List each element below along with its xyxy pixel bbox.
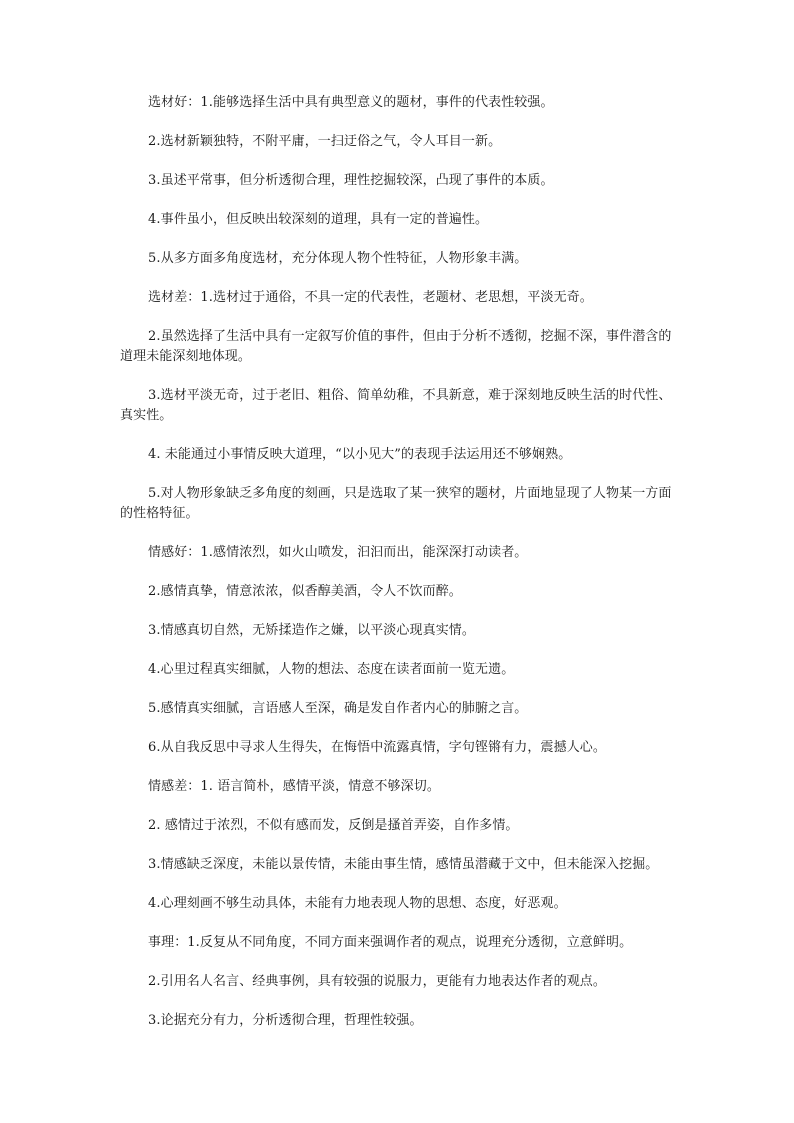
paragraph: 2.感情真挚，情意浓浓，似香醇美酒，令人不饮而醉。 — [148, 584, 462, 599]
document-body — [120, 93, 678, 1050]
paragraph: 情感差：1. 语言简朴，感情平淡，情意不够深切。 — [148, 779, 440, 794]
paragraph: 选材差：1.选材过于通俗，不具一定的代表性，老题材、老思想，平淡无奇。 — [148, 290, 593, 305]
paragraph: 5.从多方面多角度选材，充分体现人物个性特征，人物形象丰满。 — [148, 251, 528, 266]
paragraph: 3.选材平淡无奇，过于老旧、粗俗、简单幼稚，不具新意，难于深刻地反映生活的时代性、真实性。 — [120, 388, 672, 423]
paragraph: 3.论据充分有力，分析透彻合理，哲理性较强。 — [148, 1013, 423, 1028]
paragraph: 情感好：1.感情浓烈，如火山喷发，汩汩而出，能深深打动读者。 — [148, 545, 528, 560]
paragraph: 2.选材新颖独特，不附平庸，一扫迂俗之气，令人耳目一新。 — [148, 134, 502, 149]
paragraph: 5.感情真实细腻，言语感人至深，确是发自作者内心的肺腑之言。 — [148, 701, 528, 716]
paragraph: 3.情感缺乏深度，未能以景传情，未能由事生情，感情虽潜藏于文中，但未能深入挖掘。 — [148, 857, 659, 872]
paragraph: 4.心里过程真实细腻，人物的想法、态度在读者面前一览无遗。 — [148, 662, 515, 677]
paragraph: 6.从自我反思中寻求人生得失，在悔悟中流露真情，字句铿锵有力，震撼人心。 — [148, 740, 607, 755]
paragraph: 2.虽然选择了生活中具有一定叙写价值的事件，但由于分析不透彻，挖掘不深，事件潜含的道理未能深刻地体现。 — [120, 329, 672, 364]
paragraph: 2. 感情过于浓烈，不似有感而发，反倒是搔首弄姿，自作多情。 — [148, 818, 519, 833]
paragraph: 4.事件虽小，但反映出较深刻的道理，具有一定的普遍性。 — [148, 212, 489, 227]
paragraph: 选材好：1.能够选择生活中具有典型意义的题材，事件的代表性较强。 — [148, 95, 554, 110]
paragraph: 4. 未能通过小事情反映大道理，“以小见大”的表现手法运用还不够娴熟。 — [148, 447, 572, 462]
paragraph: 事理：1.反复从不同角度，不同方面来强调作者的观点，说理充分透彻，立意鲜明。 — [148, 935, 633, 950]
paragraph: 2.引用名人名言、经典事例，具有较强的说服力，更能有力地表达作者的观点。 — [148, 974, 607, 989]
paragraph: 3.虽述平常事，但分析透彻合理，理性挖掘较深，凸现了事件的本质。 — [148, 173, 554, 188]
paragraph: 4.心理刻画不够生动具体，未能有力地表现人物的思想、态度，好恶观。 — [148, 896, 567, 911]
paragraph: 3.情感真切自然，无矫揉造作之嫌，以平淡心现真实情。 — [148, 623, 476, 638]
paragraph: 5.对人物形象缺乏多角度的刻画，只是选取了某一狭窄的题材，片面地显现了人物某一方面的性格特征。 — [120, 486, 672, 521]
